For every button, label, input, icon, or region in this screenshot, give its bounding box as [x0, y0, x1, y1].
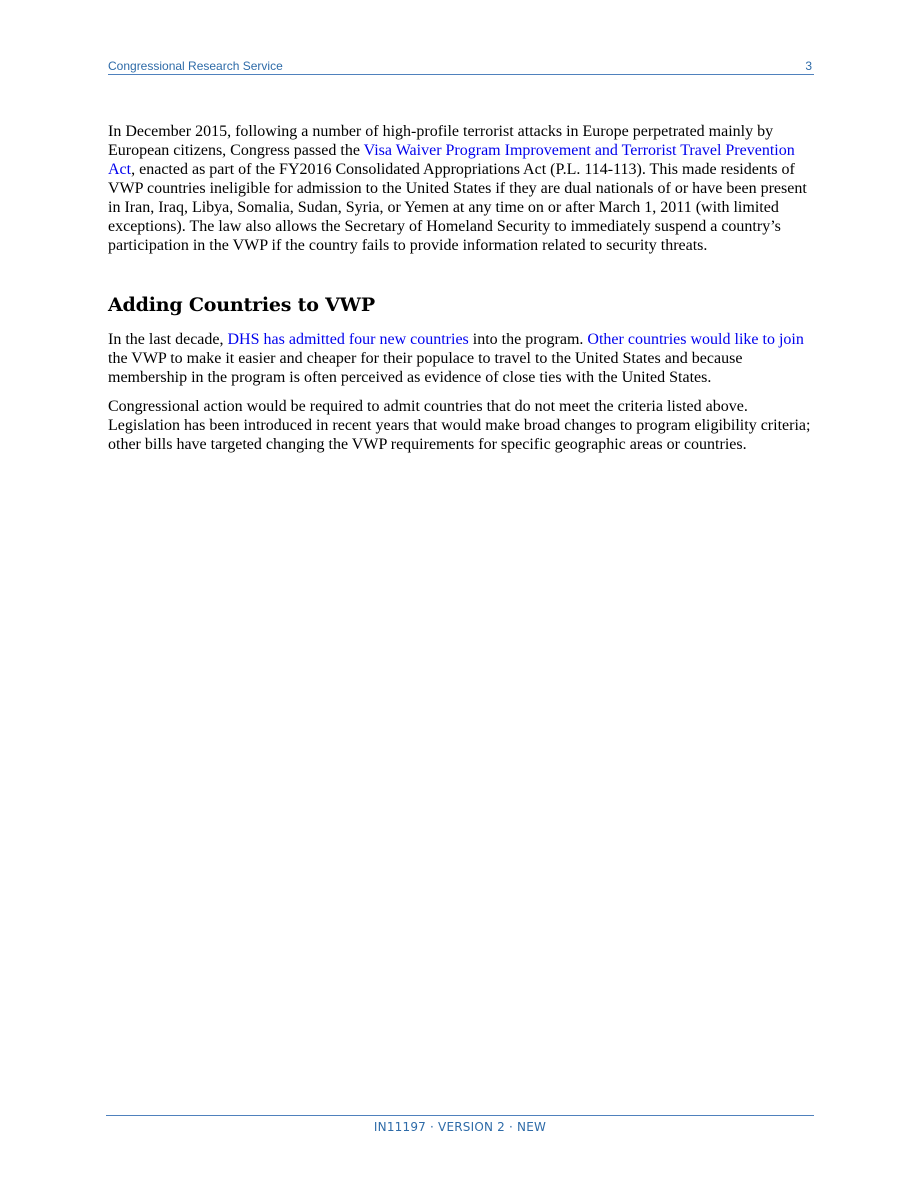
paragraph-text: , enacted as part of the FY2016 Consolidated Appropriations Act (P.L. 114-113). This made residents of VWP countries ineligible for admission to the United States if they are dual nationals of or have been present in Iran, Iraq, Libya, Somalia, Sudan, Syria, or Yemen at any time on or after March 1, 2011 (with limited exceptions). The law also allows the Secretary of Homeland Security to immediately suspend a country’s participation in the VWP if the country fails to provide information related to security threats.	[108, 161, 807, 254]
header-organization: Congressional Research Service	[108, 59, 283, 73]
page-header	[108, 58, 814, 75]
section-heading: Adding Countries to VWP	[108, 294, 375, 316]
paragraph-text: the VWP to make it easier and cheaper for their populace to travel to the United States and because membership in the program is often perceived as evidence of close ties with the United States.	[108, 350, 743, 386]
link-visa-waiver-act[interactable]: Visa Waiver Program Improvement and Terrorist Travel Prevention Act	[108, 142, 795, 178]
paragraph-congressional-action	[108, 397, 816, 454]
link-other-countries-join[interactable]: Other countries would like to join	[587, 331, 804, 348]
paragraph-vwp-act	[108, 122, 816, 255]
paragraph-text: In the last decade,	[108, 331, 228, 348]
paragraph-new-countries	[108, 330, 816, 387]
footer-product-id: IN11197 · VERSION 2 · NEW	[373, 1120, 547, 1134]
paragraph-text: Congressional action would be required to admit countries that do not meet the criteria listed above. Legislation has been introduced in recent years that would make broad changes to program eligibility criteria; other bills have targeted changing the VWP requirements for specific geographic areas or countries.	[108, 398, 811, 453]
link-dhs-admitted-countries[interactable]: DHS has admitted four new countries	[227, 331, 469, 348]
paragraph-text: into the program.	[468, 331, 588, 348]
header-page-number: 3	[805, 59, 812, 73]
footer-divider	[106, 1115, 814, 1116]
paragraph-text: In December 2015, following a number of high-profile terrorist attacks in Europe perpetrated mainly by European citizens, Congress passed the	[108, 123, 774, 159]
